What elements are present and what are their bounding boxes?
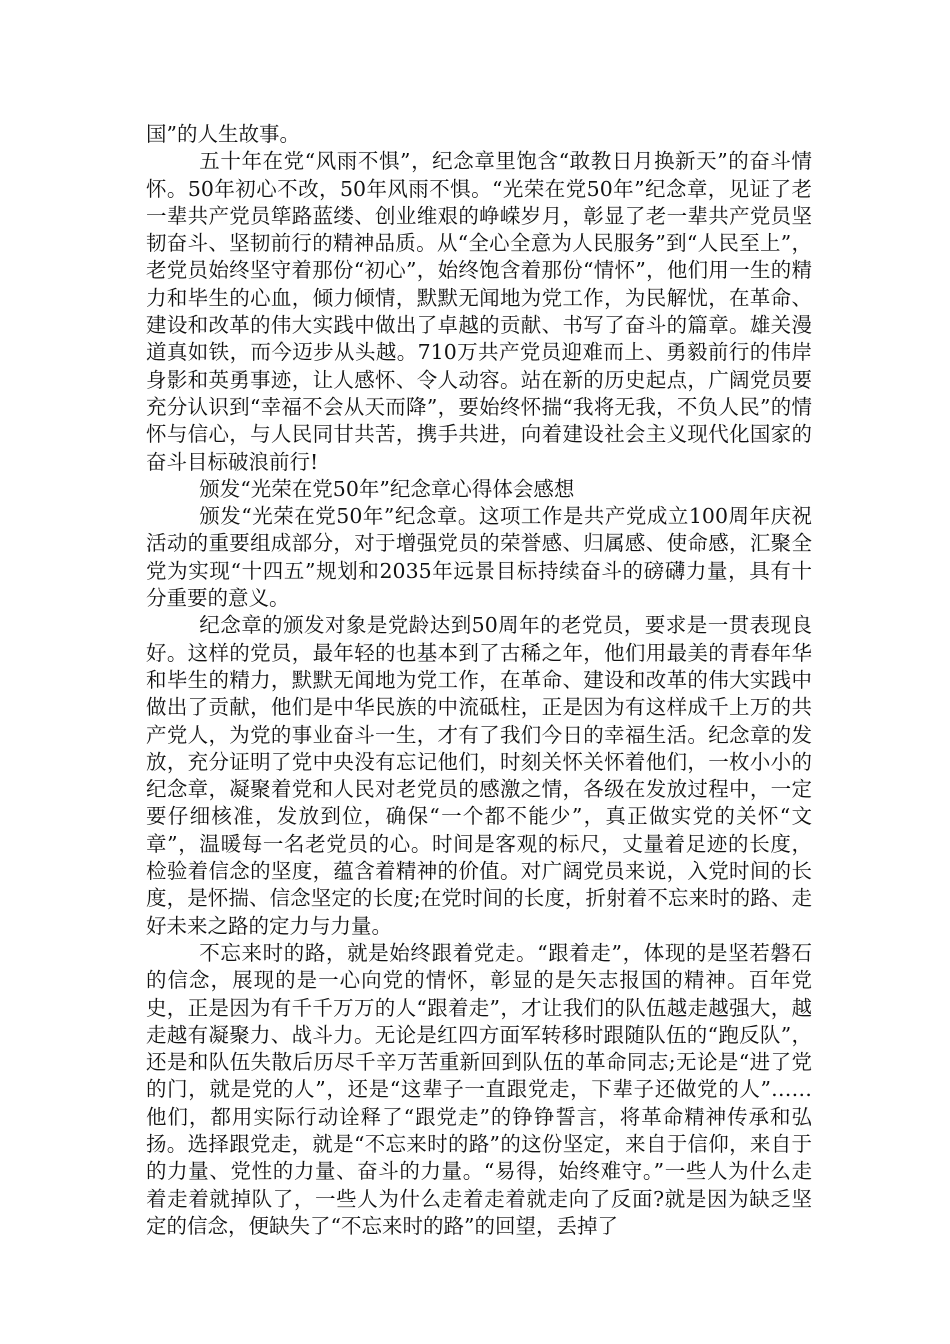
section-heading: 颁发“光荣在党50年”纪念章心得体会感想 <box>199 476 575 501</box>
document-body <box>146 121 812 1240</box>
paragraph-medal-award: 颁发“光荣在党50年”纪念章。这项工作是共产党成立100周年庆祝活动的重要组成部分，对于增强党员的荣誉感、归属感、使命感，汇聚全党为实现“十四五”规划和2035年远景目标持续奋斗的磅礴力量，具有十分重要的意义。 <box>146 504 812 611</box>
paragraph-follow-party: 不忘来时的路，就是始终跟着党走。“跟着走”，体现的是坚若磐石的信念，展现的是一心向党的情怀，彰显的是矢志报国的精神。百年党史，正是因为有千千万万的人“跟着走”，才让我们的队伍越走越强大，越走越有凝聚力、战斗力。无论是红四方面军转移时跟随队伍的“跑反队”，还是和队伍失散后历尽千辛万苦重新回到队伍的革命同志;无论是“进了党的门，就是党的人”，还是“这辈子一直跟党走，下辈子还做党的人”……他们，都用实际行动诠释了“跟党走”的铮铮誓言，将革命精神传承和弘扬。选择跟党走，就是“不忘来时的路”的这份坚定，来自于信仰，来自于的力量、党性的力量、奋斗的力量。“易得，始终难守。”一些人为什么走着走着就掉队了，一些人为什么走着走着就走向了反面?就是因为缺乏坚定的信念，便缺失了“不忘来时的路”的回望，丢掉了 <box>146 940 812 1238</box>
paragraph-continuation: 国”的人生故事。 <box>146 122 300 146</box>
paragraph-medal-recipients: 纪念章的颁发对象是党龄达到50周年的老党员，要求是一贯表现良好。这样的党员，最年轻的也基本到了古稀之年，他们用最美的青春年华和毕生的精力，默默无闻地为党工作，在革命、建设和改革的伟大实践中做出了贡献，他们是中华民族的中流砥柱，正是因为有这样成千上万的共产党人，为党的事业奋斗一生，才有了我们今日的幸福生活。纪念章的发放，充分证明了党中央没有忘记他们，时刻关怀关怀着他们，一枚小小的纪念章，凝聚着党和人民对老党员的感激之情，各级在发放过程中，一定要仔细核准，发放到位，确保“一个都不能少”，真正做实党的关怀“文章”，温暖每一名老党员的心。时间是客观的标尺，丈量着足迹的长度，检验着信念的坚度，蕴含着精神的价值。对广阔党员来说，入党时间的长度，是怀揣、信念坚定的长度;在党时间的长度，折射着不忘来时的路、走好未来之路的定力与力量。 <box>146 613 812 938</box>
paragraph-fifty-years: 五十年在党“风雨不惧”，纪念章里饱含“敢教日月换新天”的奋斗情怀。50年初心不改，50年风雨不惧。“光荣在党50年”纪念章，见证了老一辈共产党员筚路蓝缕、创业维艰的峥嵘岁月，彰显了老一辈共产党员坚韧奋斗、坚韧前行的精神品质。从“全心全意为人民服务”到“人民至上”，老党员始终坚守着那份“初心”，始终饱含着那份“情怀”，他们用一生的精力和毕生的心血，倾力倾情，默默无闻地为党工作，为民解忧，在革命、建设和改革的伟大实践中做出了卓越的贡献、书写了奋斗的篇章。雄关漫道真如铁，而今迈步从头越。710万共产党员迎难而上、勇毅前行的伟岸身影和英勇事迹，让人感怀、令人动容。站在新的历史起点，广阔党员要充分认识到“幸福不会从天而降”，要始终怀揣“我将无我，不负人民”的情怀与信心，与人民同甘共苦，携手共进，向着建设社会主义现代化国家的奋斗目标破浪前行! <box>146 149 812 474</box>
